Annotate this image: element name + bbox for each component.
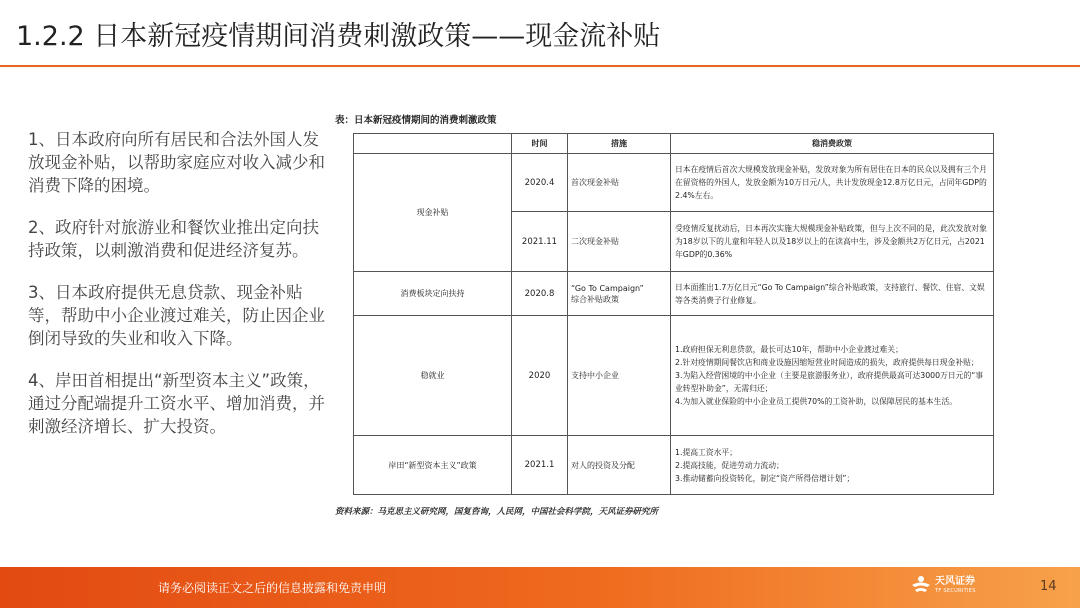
disclaimer-text: 请务必阅读正文之后的信息披露和免责申明 — [158, 581, 387, 595]
header-time: 时间 — [512, 134, 568, 154]
page-number: 14 — [1040, 579, 1057, 594]
time-cell: 2020 — [512, 316, 568, 436]
detail-cell: 日本在疫情后首次大规模发放现金补贴，发放对象为所有居住在日本的民众以及拥有三个月在留资格的外国人，发放金额为10万日元/人，共计发放现金12.8万亿日元，占同年GDP的2.4%左右。 — [671, 153, 994, 212]
category-cell: 现金补贴 — [354, 153, 512, 271]
table-header-row — [354, 134, 994, 154]
measure-line: 综合补贴政策 — [571, 294, 619, 304]
table-source: 资料来源：马克思主义研究网，国复咨询，人民网，中国社会科学院，天风证券研究所 — [335, 507, 659, 517]
time-cell: 2020.4 — [512, 153, 568, 212]
detail-cell: 受疫情反复扰动后，日本再次实施大规模现金补贴政策，但与上次不同的是，此次发放对象为18岁以下的儿童和年轻人以及18岁以上的在读高中生，涉及金额共2万亿日元，占2021年GDP的0.36% — [671, 212, 994, 272]
detail-cell: 日本面推出1.7万亿日元“Go To Campaign”综合补贴政策，支持旅行、餐饮、住宿、文娱等各类消费子行业修复。 — [671, 272, 994, 316]
table-caption: 表：日本新冠疫情期间的消费刺激政策 — [335, 115, 497, 126]
table-row — [354, 153, 994, 212]
detail-line: 3.推动储蓄向投资转化，制定“资产所得倍增计划”； — [675, 473, 855, 483]
header-category — [354, 134, 512, 154]
category-cell: 岸田“新型资本主义”政策 — [354, 436, 512, 495]
key-point-1: 1、日本政府向所有居民和合法外国人发放现金补贴，以帮助家庭应对收入减少和消费下降的困境。 — [28, 130, 325, 195]
brand-logo — [910, 574, 976, 596]
measure-cell — [568, 272, 671, 316]
measure-cell: 首次现金补贴 — [568, 153, 671, 212]
measure-line: “Go To Campaign” — [571, 283, 644, 293]
detail-line: 2.针对疫情期间餐饮店和商业设施因缩短营业时间造成的损失，政府提供每日现金补贴； — [675, 358, 979, 368]
measure-cell: 对人的投资及分配 — [568, 436, 671, 495]
detail-line: 4.为加入就业保险的中小企业员工提供70%的工资补助，以保障居民的基本生活。 — [675, 397, 958, 407]
logo-name-en: TF SECURITIES — [935, 587, 976, 594]
time-cell: 2021.1 — [512, 436, 568, 495]
detail-line: 3.为陷入经营困境的中小企业（主要是旅游服务业），政府提供最高可达3000万日元的“事业转型补助金”，无需归还； — [675, 371, 984, 394]
detail-line: 2.提高技能，促进劳动力流动； — [675, 460, 784, 470]
table-row — [354, 436, 994, 495]
page-title: 1.2.2 日本新冠疫情期间消费刺激政策——现金流补贴 — [16, 21, 661, 52]
detail-line: 1.政府担保无利息贷款，最长可达10年，帮助中小企业渡过难关； — [675, 345, 903, 355]
header-measure: 措施 — [568, 134, 671, 154]
table-row — [354, 272, 994, 316]
key-point-4: 4、岸田首相提出“新型资本主义”政策，通过分配端提升工资水平、增加消费，并刺激经济增长、扩大投资。 — [28, 371, 325, 436]
time-cell: 2020.8 — [512, 272, 568, 316]
detail-cell — [671, 436, 994, 495]
time-cell: 2021.11 — [512, 212, 568, 272]
logo-name-cn: 天风证券 — [935, 575, 975, 587]
category-cell: 稳就业 — [354, 316, 512, 436]
footer-bar — [0, 567, 1080, 608]
table-row — [354, 316, 994, 436]
key-point-2: 2、政府针对旅游业和餐饮业推出定向扶持政策，以刺激消费和促进经济复苏。 — [28, 218, 319, 260]
tf-securities-logo-icon — [910, 574, 932, 596]
category-cell: 消费板块定向扶持 — [354, 272, 512, 316]
detail-cell — [671, 316, 994, 436]
detail-line: 1.提高工资水平； — [675, 447, 738, 457]
measure-cell: 二次现金补贴 — [568, 212, 671, 272]
policy-table — [353, 133, 994, 495]
key-point-3: 3、日本政府提供无息贷款、现金补贴等，帮助中小企业渡过难关，防止因企业倒闭导致的失业和收入下降。 — [28, 283, 325, 348]
logo-text — [935, 576, 976, 595]
key-points — [28, 128, 328, 457]
header-detail: 稳消费政策 — [671, 134, 994, 154]
measure-cell: 支持中小企业 — [568, 316, 671, 436]
title-divider — [0, 65, 1080, 67]
